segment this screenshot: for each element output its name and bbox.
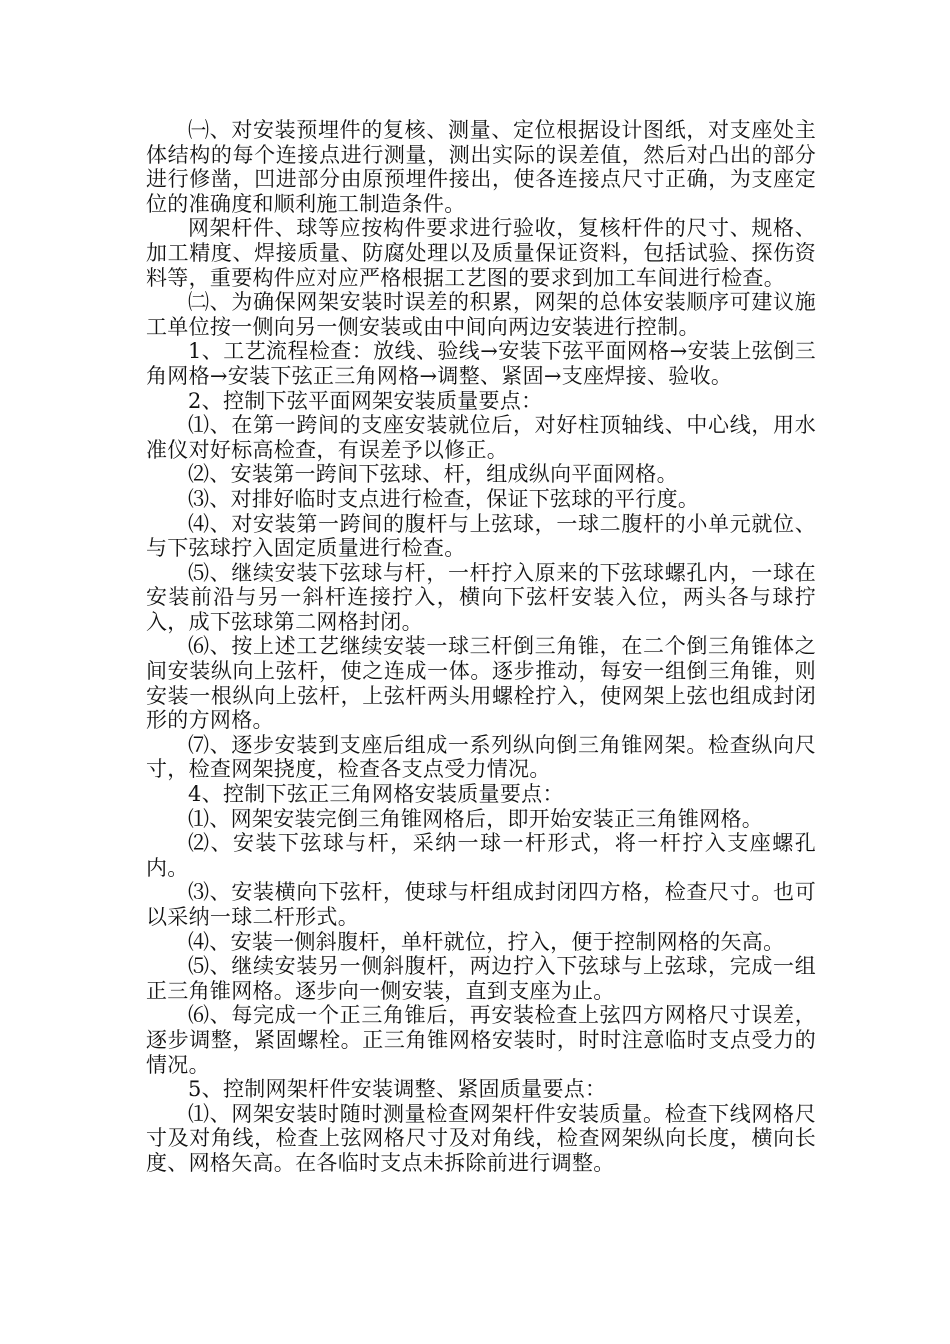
paragraph-7: ⑵、安装第一跨间下弦球、杆，组成纵向平面网格。 [188,462,678,487]
paragraph-19: ⑹、每完成一个正三角锥后，再安装检查上弦四方网格尺寸误差，逐步调整，紧固螺栓。正三角锥网格安装时，时时注意临时支点受力的情况。 [146,1003,816,1077]
paragraph-3: ㈡、为确保网架安装时误差的积累，网架的总体安装顺序可建议施工单位按一侧向另一侧安装或由中间向两边安装进行控制。 [146,290,816,339]
paragraph-15: ⑵、安装下弦球与杆，采纳一球一杆形式，将一杆拧入支座螺孔内。 [146,831,816,880]
paragraph-2: 网架杆件、球等应按构件要求进行验收，复核杆件的尺寸、规格、加工精度、焊接质量、防腐处理以及质量保证资料，包括试验、探伤资料等，重要构件应对应严格根据工艺图的要求到加工车间进行检查。 [146,216,816,290]
paragraph-5: 2、控制下弦平面网架安装质量要点： [188,388,543,413]
paragraph-10: ⑸、继续安装下弦球与杆，一杆拧入原来的下弦球螺孔内，一球在安装前沿与另一斜杆连接拧入，横向下弦杆安装入位，两头各与球拧入，成下弦球第二网格封闭。 [146,560,816,634]
paragraph-18: ⑸、继续安装另一侧斜腹杆，两边拧入下弦球与上弦球，完成一组正三角锥网格。逐步向一侧安装，直到支座为止。 [146,954,816,1003]
paragraph-4: 1、工艺流程检查：放线、验线→安装下弦平面网格→安装上弦倒三角网格→安装下弦正三角网格→调整、紧固→支座焊接、验收。 [146,339,816,388]
paragraph-12: ⑺、逐步安装到支座后组成一系列纵向倒三角锥网架。检查纵向尺寸，检查网架挠度，检查各支点受力情况。 [146,732,816,782]
paragraph-13: 4、控制下弦正三角网格安装质量要点： [188,782,564,807]
paragraph-14: ⑴、网架安装完倒三角锥网格后，即开始安装正三角锥网格。 [188,806,764,831]
paragraph-9: ⑷、对安装第一跨间的腹杆与上弦球，一球二腹杆的小单元就位、与下弦球拧入固定质量进行检查。 [146,511,816,561]
document-body [146,118,816,1176]
paragraph-21: ⑴、网架安装时随时测量检查网架杆件安装质量。检查下线网格尺寸及对角线，检查上弦网格尺寸及对角线，检查网架纵向长度，横向长度、网格矢高。在各临时支点未拆除前进行调整。 [146,1101,816,1175]
paragraph-11: ⑹、按上述工艺继续安装一球三杆倒三角锥，在二个倒三角锥体之间安装纵向上弦杆，使之连成一体。逐步推动，每安一组倒三角锥，则安装一根纵向上弦杆，上弦杆两头用螺栓拧入，使网架上弦也组成封闭形的方网格。 [146,634,816,733]
paragraph-16: ⑶、安装横向下弦杆，使球与杆组成封闭四方格，检查尺寸。也可以采纳一球二杆形式。 [146,880,816,929]
paragraph-6: ⑴、在第一跨间的支座安装就位后，对好柱顶轴线、中心线，用水准仪对好标高检查，有误差予以修正。 [146,413,816,462]
paragraph-1: ㈠、对安装预埋件的复核、测量、定位根据设计图纸，对支座处主体结构的每个连接点进行测量，测出实际的误差值，然后对凸出的部分进行修凿，凹进部分由原预埋件接出，使各连接点尺寸正确，为支座定位的准确度和顺利施工制造条件。 [146,118,816,216]
paragraph-20: 5、控制网架杆件安装调整、紧固质量要点： [188,1077,607,1102]
paragraph-8: ⑶、对排好临时支点进行检查，保证下弦球的平行度。 [188,486,700,511]
paragraph-17: ⑷、安装一侧斜腹杆，单杆就位，拧入，便于控制网格的矢高。 [188,929,785,954]
